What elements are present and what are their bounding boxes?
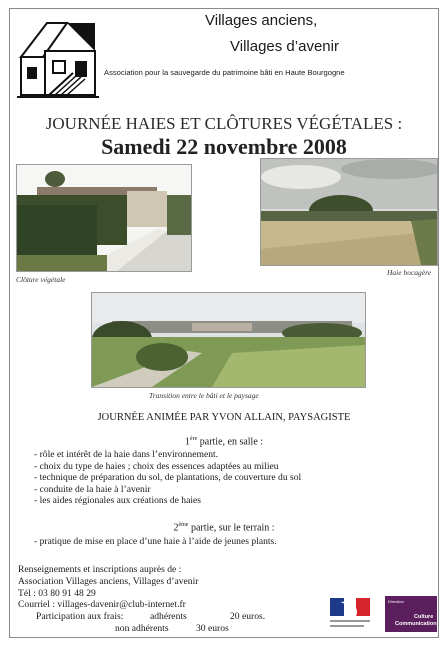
part1-heading: 1ère partie, en salle : [184, 436, 264, 448]
photo-bocage-hedge [260, 158, 438, 266]
contact-phone: Tél : 03 80 91 48 29 [18, 587, 96, 599]
event-title: JOURNÉE HAIES ET CLÔTURES VÉGÉTALES : [45, 114, 403, 133]
fee-members-price: 20 euros. [230, 611, 266, 622]
culture-communication-logo [385, 596, 437, 632]
list-item: - technique de préparation du sol, de plantations, de couverture du sol [34, 472, 302, 484]
contact-block [18, 564, 198, 611]
caption-hedge-fence: Clôture végétale [16, 275, 66, 284]
list-item: - rôle et intérêt de la haie dans l’environnement. [34, 449, 219, 460]
event-date: Samedi 22 novembre 2008 [101, 134, 347, 159]
part2-heading: 2ème partie, sur le terrain : [173, 522, 275, 534]
org-name-line1: Villages anciens, [205, 12, 318, 29]
list-item: - conduite de la haie à l’avenir [34, 483, 151, 495]
contact-email[interactable]: Courriel : villages-davenir@club-internet.fr [18, 599, 186, 611]
culture-logo-small-text: Direction [388, 599, 404, 604]
contact-association: Association Villages anciens, Villages d’avenir [18, 575, 199, 587]
list-item: - les aides régionales aux créations de haies [34, 495, 202, 507]
photo-transition-landscape [91, 292, 366, 388]
animator-heading: JOURNÉE ANIMÉE PAR YVON ALLAIN, PAYSAGISTE [97, 412, 351, 423]
list-item: - pratique de mise en place d’une haie à l’aide de jeunes plants. [34, 536, 277, 547]
caption-transition: Transition entre le bâti et le paysage [149, 391, 259, 400]
org-name-line2: Villages d’avenir [230, 38, 339, 55]
org-subtitle: Association pour la sauvegarde du patrimoine bâti en Haute Bourgogne [104, 68, 345, 77]
contact-intro: Renseignements et inscriptions auprès de : [18, 564, 182, 575]
association-logo [17, 17, 99, 99]
culture-logo-text1: Culture [414, 614, 434, 620]
republique-francaise-logo [326, 596, 376, 632]
part1-list [34, 449, 301, 507]
part2-list [34, 536, 277, 548]
fee-nonmembers-label: non adhérents [115, 623, 169, 634]
caption-bocage-hedge: Haie bocagère [387, 268, 432, 277]
fees-label: Participation aux frais: [36, 611, 124, 622]
culture-logo-text2: Communication [395, 621, 437, 627]
fee-members-label: adhérents [150, 611, 187, 622]
photo-hedge-fence [16, 164, 192, 272]
fee-nonmembers-price: 30 euros [196, 623, 229, 634]
list-item: - choix du type de haies ; choix des essences adaptées au milieu [34, 460, 279, 472]
